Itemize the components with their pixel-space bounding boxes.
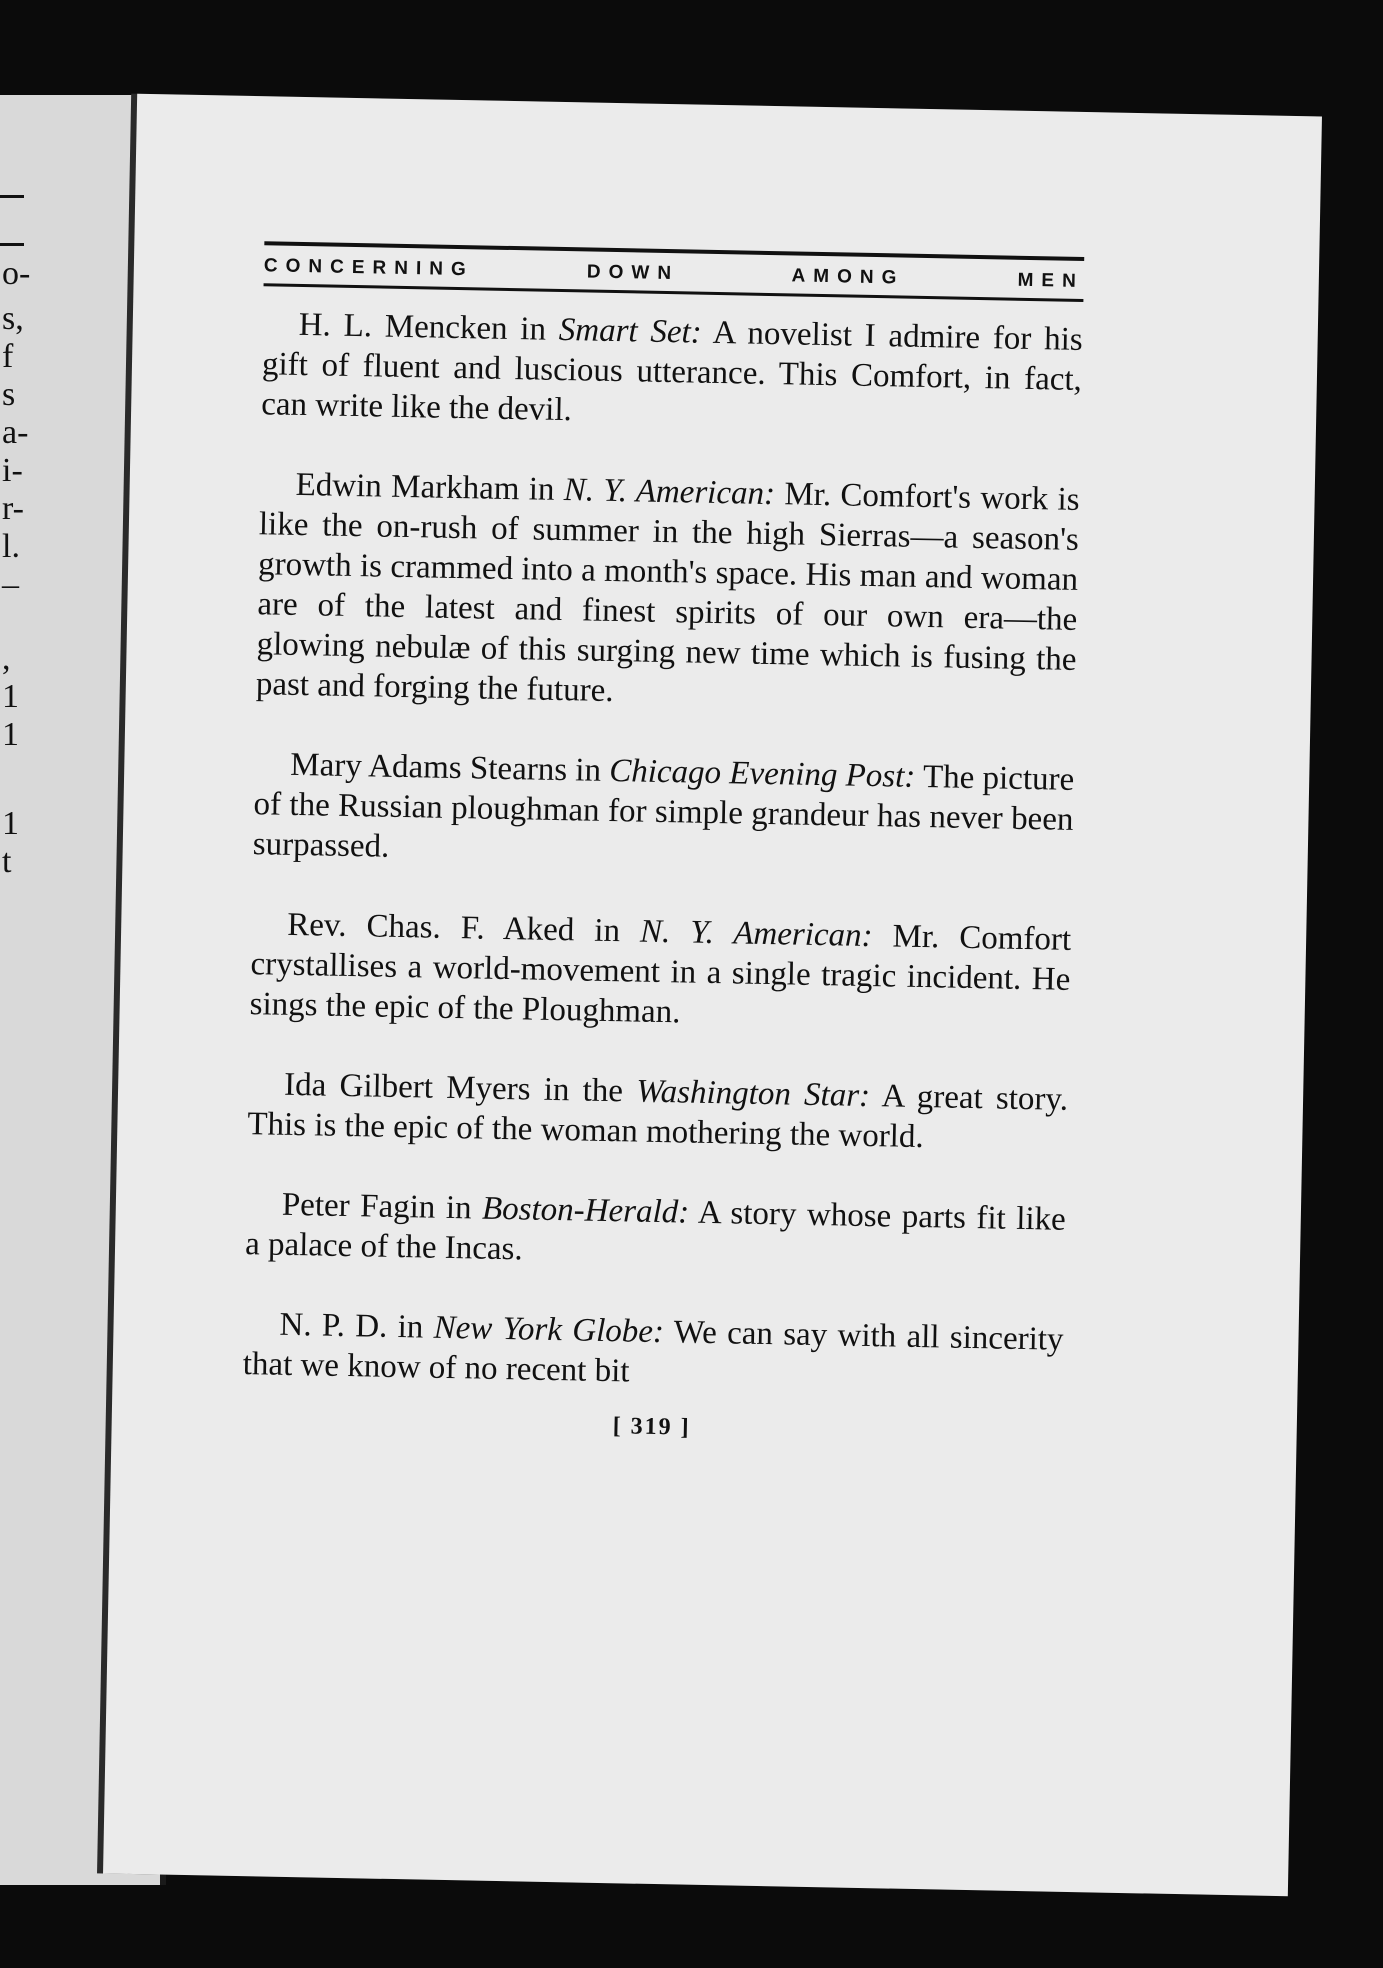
critic: Mary Adams Stearns in [289, 746, 602, 789]
left-page-fragment: r- [2, 490, 24, 527]
review-paragraph [247, 1064, 1068, 1160]
review-paragraph [255, 464, 1079, 720]
left-page-fragment: 1 [2, 716, 19, 753]
publication: Boston-Herald: [481, 1190, 690, 1231]
review-paragraph [242, 1304, 1063, 1400]
quote: The picture of the Russian ploughman for simple grandeur has never been surpassed. [252, 759, 1075, 865]
left-page-fragment: f [2, 338, 14, 375]
publication: Smart Set: [558, 311, 703, 351]
left-page-fragment: – [2, 566, 19, 603]
page-number: [ 319 ] [612, 1413, 691, 1441]
left-page-fragment: 1 [2, 805, 19, 842]
left-page-fragment: , [2, 640, 11, 677]
critic: Rev. Chas. F. Aked in [286, 906, 621, 950]
left-page-fragment: l. [2, 528, 20, 565]
review-paragraph [261, 304, 1083, 440]
left-page-rule [0, 243, 24, 246]
review-paragraph [249, 904, 1071, 1040]
quote: A novelist I admire for his gift of fluent and luscious utterance. This Comfort, in fact, can write like the devil. [260, 314, 1083, 429]
quote: Mr. Comfort's work is like the on-rush of summer in the high Sierras—a season's growth is crammed into a month's space. His man and woman are of the latest and finest spirits of our own era—the glowing nebulæ of this surging new time which is fusing the past and forging the future. [255, 476, 1080, 710]
review-paragraph [252, 744, 1074, 880]
quote: Mr. Comfort crystallises a world-movement in a single tragic incident. He sings the epic of the Ploughman. [249, 918, 1072, 1031]
left-page-fragment: 1 [2, 678, 19, 715]
quote: A story whose parts fit like a palace of the Incas. [244, 1194, 1067, 1268]
left-page-fragment: i- [2, 452, 23, 489]
publication: Washington Star: [635, 1073, 871, 1115]
review-paragraph [245, 1184, 1066, 1280]
publication: Chicago Evening Post: [608, 752, 916, 795]
critic: Edwin Markham in [295, 466, 555, 508]
page-content [242, 241, 1085, 1449]
critic: N. P. D. in [279, 1306, 424, 1346]
critic: H. L. Mencken in [298, 306, 547, 348]
book-page [103, 94, 1322, 1896]
critic: Ida Gilbert Myers in the [283, 1066, 624, 1110]
left-page-fragment: o- [2, 255, 31, 292]
left-page-fragment: t [2, 843, 12, 880]
quote: A great story. This is the epic of the woman mothering the world. [247, 1078, 1069, 1156]
critic: Peter Fagin in [281, 1186, 472, 1227]
left-page-fragment: s, [2, 300, 24, 337]
running-head: CONCERNING DOWN AMONG MEN [263, 255, 1084, 292]
publication: New York Globe: [433, 1309, 665, 1351]
left-page-fragment: a- [2, 414, 29, 451]
publication: N. Y. American: [639, 913, 873, 955]
left-page-fragment: s [2, 376, 16, 413]
quote: We can say with all sincerity that we know of no recent bit [242, 1314, 1064, 1390]
publication: N. Y. American: [563, 472, 776, 513]
left-page-rule [0, 195, 24, 198]
